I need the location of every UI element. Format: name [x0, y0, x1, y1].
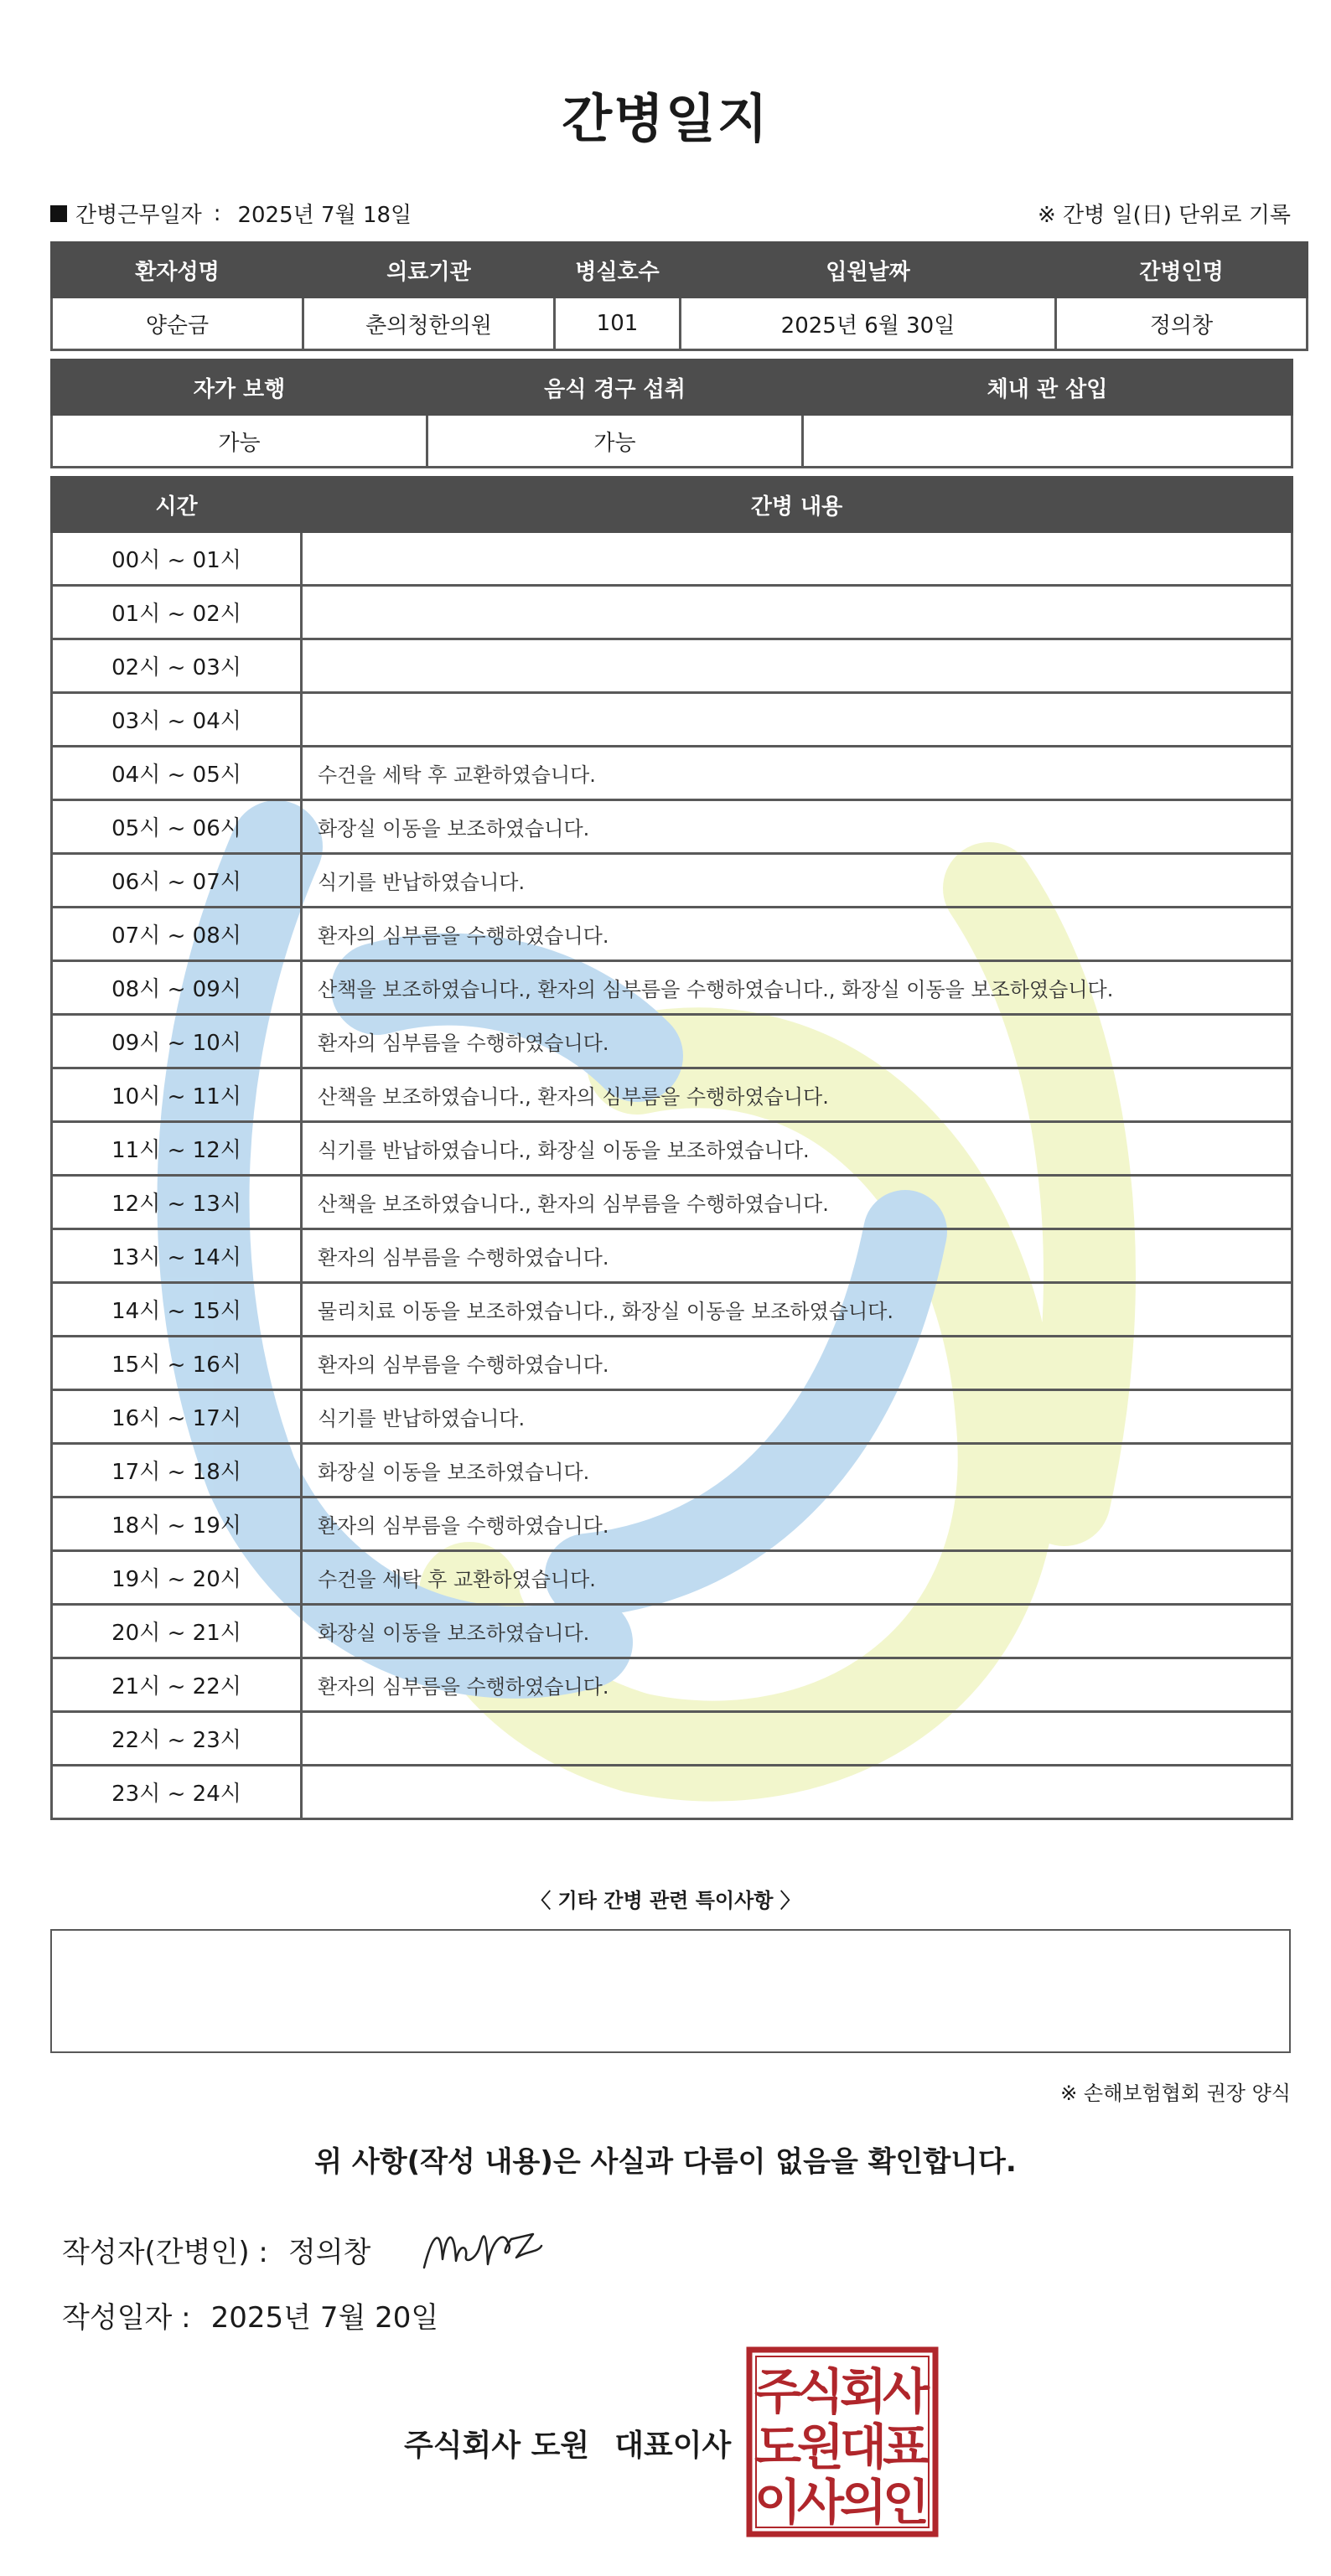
- log-time: 00시 ~ 01시: [52, 532, 302, 586]
- log-content: 식기를 반납하였습니다.: [302, 854, 1292, 908]
- log-content: 산책을 보조하였습니다., 환자의 심부름을 수행하였습니다.: [302, 1068, 1292, 1122]
- log-time: 04시 ~ 05시: [52, 747, 302, 800]
- patient-name: 양순금: [52, 297, 303, 350]
- log-time: 15시 ~ 16시: [52, 1337, 302, 1390]
- log-row: [52, 1390, 1292, 1444]
- log-content: 환자의 심부름을 수행하였습니다.: [302, 1658, 1292, 1712]
- log-content: [302, 639, 1292, 693]
- log-row: [52, 1766, 1292, 1819]
- care-header-row: [52, 360, 1292, 415]
- writer-name: 정의창: [287, 2236, 371, 2269]
- log-content: 식기를 반납하였습니다., 화장실 이동을 보조하였습니다.: [302, 1122, 1292, 1176]
- confirmation-statement: 위 사항(작성 내용)은 사실과 다름이 없음을 확인합니다.: [314, 2145, 1017, 2179]
- log-time: 18시 ~ 19시: [52, 1497, 302, 1551]
- square-bullet-icon: [50, 205, 67, 222]
- seal-char: 주: [754, 2363, 802, 2420]
- log-row: [52, 1712, 1292, 1766]
- log-header-row: [52, 478, 1292, 532]
- oral-intake-value: 가능: [427, 415, 803, 468]
- company-name: 주식회사 도원: [404, 2429, 590, 2463]
- seal-char: 표: [882, 2418, 930, 2475]
- company-signature-line: [404, 2422, 731, 2465]
- log-row: [52, 1015, 1292, 1068]
- written-date-line: [62, 2294, 438, 2335]
- log-row: [52, 747, 1292, 800]
- log-row: [52, 1229, 1292, 1283]
- log-content: 화장실 이동을 보조하였습니다.: [302, 1444, 1292, 1497]
- log-time: 13시 ~ 14시: [52, 1229, 302, 1283]
- log-content: 산책을 보조하였습니다., 환자의 심부름을 수행하였습니다.: [302, 1176, 1292, 1229]
- log-time: 09시 ~ 10시: [52, 1015, 302, 1068]
- seal-char: 의: [839, 2474, 888, 2531]
- log-time: 01시 ~ 02시: [52, 586, 302, 639]
- seal-char: 이: [754, 2474, 802, 2531]
- log-row: [52, 1283, 1292, 1337]
- log-row: [52, 639, 1292, 693]
- seal-char: 식: [796, 2363, 845, 2420]
- log-time: 11시 ~ 12시: [52, 1122, 302, 1176]
- log-row: [52, 1497, 1292, 1551]
- writer-label: 작성자(간병인) :: [62, 2236, 268, 2269]
- log-row: [52, 586, 1292, 639]
- log-content: 화장실 이동을 보조하였습니다.: [302, 1605, 1292, 1658]
- log-row: [52, 800, 1292, 854]
- log-content: [302, 532, 1292, 586]
- seal-char: 원: [796, 2418, 845, 2475]
- log-content: 수건을 세탁 후 교환하였습니다.: [302, 747, 1292, 800]
- log-content: 물리치료 이동을 보조하였습니다., 화장실 이동을 보조하였습니다.: [302, 1283, 1292, 1337]
- company-seal-stamp: [746, 2346, 939, 2537]
- caregiver-header: 간병인명: [1056, 243, 1308, 297]
- log-time: 19시 ~ 20시: [52, 1551, 302, 1605]
- patient-name-header: 환자성명: [52, 243, 303, 297]
- hospital-header: 의료기관: [303, 243, 555, 297]
- content-header: 간병 내용: [302, 478, 1292, 532]
- log-time: 08시 ~ 09시: [52, 961, 302, 1015]
- log-content: 환자의 심부름을 수행하였습니다.: [302, 1015, 1292, 1068]
- time-header: 시간: [52, 478, 302, 532]
- written-date-value: 2025년 7월 20일: [210, 2301, 439, 2335]
- log-row: [52, 1176, 1292, 1229]
- walking-value: 가능: [52, 415, 427, 468]
- log-content: 환자의 심부름을 수행하였습니다.: [302, 1229, 1292, 1283]
- log-row: [52, 1605, 1292, 1658]
- care-value-row: [52, 415, 1292, 468]
- notes-title: 〈 기타 간병 관련 특이사항 〉: [531, 1889, 800, 1912]
- log-content: 산책을 보조하였습니다., 환자의 심부름을 수행하였습니다., 화장실 이동을 보조하였습니다.: [302, 961, 1292, 1015]
- log-time: 05시 ~ 06시: [52, 800, 302, 854]
- log-time: 16시 ~ 17시: [52, 1390, 302, 1444]
- walking-header: 자가 보행: [52, 360, 427, 415]
- log-content: 환자의 심부름을 수행하였습니다.: [302, 1497, 1292, 1551]
- log-row: [52, 1551, 1292, 1605]
- patient-header-row: [52, 243, 1308, 297]
- work-date-line: [50, 198, 412, 229]
- log-content: 환자의 심부름을 수행하였습니다.: [302, 1337, 1292, 1390]
- log-time: 06시 ~ 07시: [52, 854, 302, 908]
- seal-char: 회: [839, 2363, 888, 2420]
- log-time: 12시 ~ 13시: [52, 1176, 302, 1229]
- room-header: 병실호수: [555, 243, 681, 297]
- log-row: [52, 1337, 1292, 1390]
- log-row: [52, 908, 1292, 961]
- seal-char: 도: [754, 2418, 802, 2475]
- log-content: 화장실 이동을 보조하였습니다.: [302, 800, 1292, 854]
- oral-intake-header: 음식 경구 섭취: [427, 360, 803, 415]
- log-time: 23시 ~ 24시: [52, 1766, 302, 1819]
- log-content: [302, 693, 1292, 747]
- log-content: [302, 586, 1292, 639]
- log-time: 07시 ~ 08시: [52, 908, 302, 961]
- log-row: [52, 854, 1292, 908]
- care-status-table: [50, 359, 1293, 468]
- log-row: [52, 1122, 1292, 1176]
- log-row: [52, 1068, 1292, 1122]
- seal-char: 대: [839, 2418, 888, 2475]
- log-row: [52, 1444, 1292, 1497]
- notes-box: [50, 1929, 1291, 2053]
- caregiver-name: 정의창: [1056, 297, 1308, 350]
- log-time: 02시 ~ 03시: [52, 639, 302, 693]
- company-role: 대표이사: [614, 2429, 732, 2463]
- log-time: 17시 ~ 18시: [52, 1444, 302, 1497]
- log-row: [52, 532, 1292, 586]
- log-time: 10시 ~ 11시: [52, 1068, 302, 1122]
- log-row: [52, 1658, 1292, 1712]
- written-date-label: 작성일자 :: [62, 2301, 191, 2335]
- patient-value-row: [52, 297, 1308, 350]
- seal-char: 사: [796, 2474, 845, 2531]
- work-date-colon: :: [213, 200, 221, 226]
- seal-char: 인: [882, 2474, 930, 2531]
- tube-insertion-header: 체내 관 삽입: [803, 360, 1292, 415]
- hospital-name: 춘의청한의원: [303, 297, 555, 350]
- work-date-value: 2025년 7월 18일: [237, 203, 412, 228]
- care-log-table: [50, 476, 1293, 1820]
- work-date-label: 간병근무일자: [75, 203, 202, 228]
- unit-note: ※ 간병 일(日) 단위로 기록: [1037, 203, 1291, 228]
- log-content: 식기를 반납하였습니다.: [302, 1390, 1292, 1444]
- room-number: 101: [555, 297, 681, 350]
- log-time: 21시 ~ 22시: [52, 1658, 302, 1712]
- log-time: 22시 ~ 23시: [52, 1712, 302, 1766]
- tube-insertion-value: [803, 415, 1292, 468]
- log-content: [302, 1766, 1292, 1819]
- log-row: [52, 961, 1292, 1015]
- admission-date: 2025년 6월 30일: [681, 297, 1056, 350]
- patient-info-table: [50, 241, 1308, 351]
- log-row: [52, 693, 1292, 747]
- writer-line: [62, 2229, 370, 2270]
- page-title: 간병일지: [562, 88, 769, 149]
- admission-date-header: 입원날짜: [681, 243, 1056, 297]
- seal-char: 사: [882, 2363, 930, 2420]
- log-content: 수건을 세탁 후 교환하였습니다.: [302, 1551, 1292, 1605]
- log-time: 03시 ~ 04시: [52, 693, 302, 747]
- signature: [416, 2209, 558, 2284]
- association-note: ※ 손해보험협회 권장 양식: [1060, 2082, 1291, 2105]
- log-content: 환자의 심부름을 수행하였습니다.: [302, 908, 1292, 961]
- log-time: 14시 ~ 15시: [52, 1283, 302, 1337]
- log-time: 20시 ~ 21시: [52, 1605, 302, 1658]
- log-content: [302, 1712, 1292, 1766]
